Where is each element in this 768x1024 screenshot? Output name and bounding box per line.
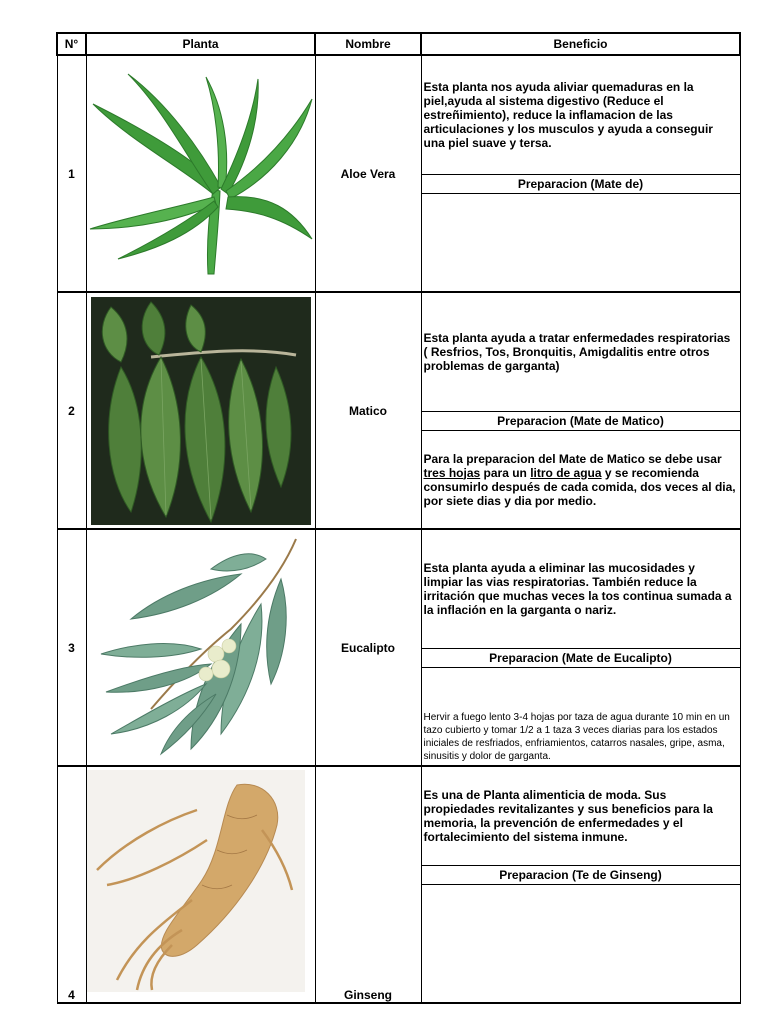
prep-text-underlined: litro de agua — [530, 465, 602, 480]
preparation-title: Preparacion (Mate de Matico) — [422, 412, 740, 431]
preparation-title: Preparacion (Te de Ginseng) — [422, 866, 740, 885]
plant-image-cell — [86, 55, 315, 292]
aloe-vera-icon — [88, 69, 314, 279]
benefit-description: Esta planta ayuda a eliminar las mucosidades y limpiar las vias respiratorias. También reduce la irritación que muchas veces la tos continua sumada a la inflación en la garganta o nariz. — [422, 530, 740, 649]
ginseng-root-icon — [87, 770, 305, 992]
matico-leaves-icon — [91, 297, 311, 525]
preparation-text — [422, 431, 740, 528]
benefit-cell — [421, 292, 740, 529]
plant-table-sheet — [56, 32, 739, 1002]
preparation-text: Hervir a fuego lento 3-4 hojas por taza de agua durante 10 min en un tazo cubierto y tomar 1/2 a 1 taza 3 veces diarias para los estados iniciales de resfriados, enfriamientos, catarros nasales, gripe, asma, sinusitis y dolor de garganta. — [423, 712, 730, 762]
prep-text-part: Para la preparacion del Mate de Matico se debe usar — [423, 451, 722, 466]
plant-name: Matico — [315, 292, 421, 529]
prep-text-underlined: tres hojas — [423, 465, 481, 480]
benefit-cell — [421, 529, 740, 766]
header-name: Nombre — [315, 33, 421, 55]
benefit-cell — [421, 55, 740, 292]
row-number: 3 — [57, 529, 86, 766]
plant-image-cell — [86, 529, 315, 766]
preparation-text — [422, 194, 740, 291]
header-benefit: Beneficio — [421, 33, 740, 55]
row-number: 1 — [57, 55, 86, 292]
table-row — [57, 55, 740, 292]
preparation-title: Preparacion (Mate de) — [422, 175, 740, 194]
row-number: 2 — [57, 292, 86, 529]
plant-name: Ginseng — [315, 766, 421, 1003]
row-number: 4 — [57, 766, 86, 1003]
header-num: N° — [57, 33, 86, 55]
plant-image-cell — [86, 292, 315, 529]
prep-text-part: para un — [480, 465, 531, 480]
benefit-description: Es una de Planta alimenticia de moda. Sus propiedades revitalizantes y sus beneficios para la memoria, la prevención de enfermedades y el fortalecimiento del sistema inmune. — [422, 767, 740, 866]
preparation-title: Preparacion (Mate de Eucalipto) — [422, 649, 740, 668]
header-plant: Planta — [86, 33, 315, 55]
table-row — [57, 529, 740, 766]
eucalyptus-branch-icon — [91, 534, 311, 762]
benefit-description: Esta planta nos ayuda aliviar quemaduras en la piel,ayuda al sistema digestivo (Reduce el estreñimiento), reduce la inflamacion de las articulaciones y los musculos y ayuda a conseguir una piel suave y tersa. — [422, 56, 740, 175]
table-row — [57, 292, 740, 529]
table-header — [57, 33, 740, 55]
benefit-cell — [421, 766, 740, 1003]
plant-name: Eucalipto — [315, 529, 421, 766]
benefit-description: Esta planta ayuda a tratar enfermedades respiratorias ( Resfrios, Tos, Bronquitis, Amigdalitis entre otros problemas de garganta) — [422, 293, 740, 412]
plant-name: Aloe Vera — [315, 55, 421, 292]
prep-text-part: y se recomienda consumirlo después de cada comida, dos veces al dia, por siete dias y dia por medio. — [423, 465, 736, 508]
